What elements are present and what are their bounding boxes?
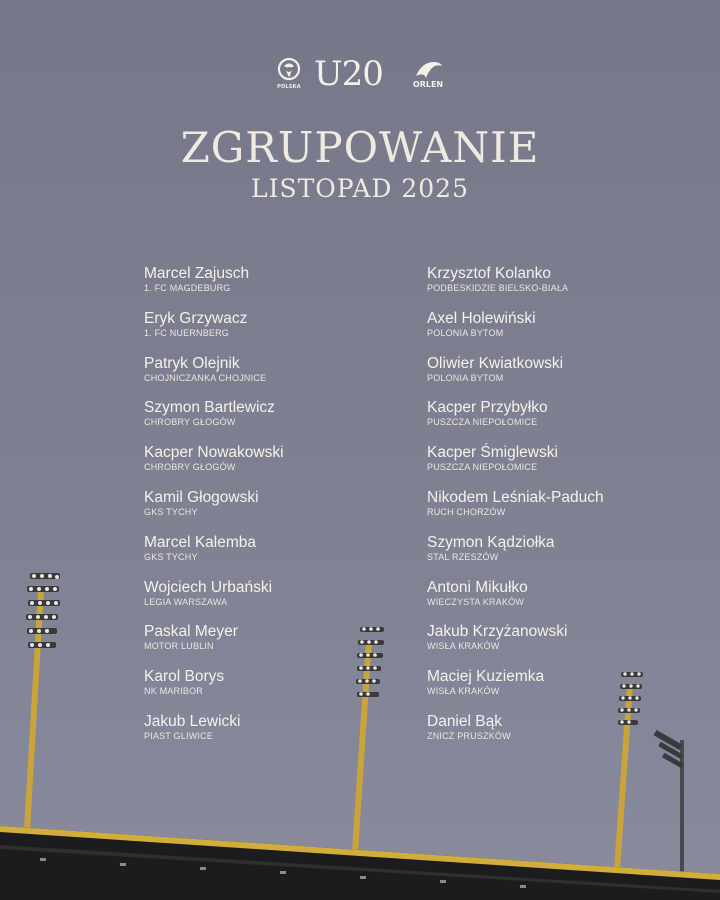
player-club: MOTOR LUBLIN [144, 641, 214, 652]
federation-logo-text: POLSKA [277, 84, 301, 90]
player-club: ZNICZ PRUSZKÓW [427, 730, 511, 741]
player-name: Karol Borys [144, 668, 225, 686]
player-name: Eryk Grzywacz [144, 309, 248, 327]
player-item [144, 533, 444, 578]
player-name: Szymon Kądziołka [427, 533, 555, 551]
player-club: PIAST GLIWICE [144, 730, 213, 741]
player-club: POLONIA BYTOM [427, 372, 504, 383]
player-name: Maciej Kuziemka [427, 668, 545, 686]
player-name: Oliwier Kwiatkowski [427, 354, 564, 372]
player-name: Wojciech Urbański [144, 578, 273, 596]
player-club: 1. FC NUERNBERG [144, 327, 230, 338]
player-item [144, 264, 444, 309]
player-name: Jakub Krzyżanowski [427, 623, 568, 641]
player-item [144, 398, 444, 443]
orlen-eagle-icon [408, 58, 448, 80]
page-title: ZGRUPOWANIE [180, 123, 540, 172]
player-item [144, 578, 444, 623]
floodlight-left [24, 573, 60, 830]
player-club: WISŁA KRAKÓW [427, 686, 500, 697]
sponsor-logo [408, 58, 448, 92]
player-club: PUSZCZA NIEPOŁOMICE [427, 417, 538, 428]
player-name: Krzysztof Kolanko [427, 265, 552, 282]
player-item [144, 443, 444, 488]
player-item [427, 578, 720, 623]
player-club: CHROBRY GŁOGÓW [144, 417, 236, 428]
player-club: GKS TYCHY [144, 506, 198, 517]
eagle-crest-icon [276, 57, 302, 83]
player-item [427, 354, 720, 399]
player-item [427, 398, 720, 443]
player-name: Jakub Lewicki [144, 712, 241, 730]
team-logo: U20 [314, 54, 383, 94]
sponsor-logo-text: ORLEN [412, 80, 444, 89]
player-club: WISŁA KRAKÓW [427, 641, 500, 652]
player-item [427, 667, 720, 712]
player-item [427, 622, 720, 667]
player-name: Antoni Mikułko [427, 578, 528, 596]
player-list-right [427, 264, 720, 757]
player-name: Daniel Bąk [427, 712, 502, 730]
player-club: LEGIA WARSZAWA [144, 596, 228, 607]
player-club: GKS TYCHY [144, 551, 198, 562]
player-item [427, 264, 720, 309]
player-item [144, 712, 444, 757]
player-club: STAL RZESZÓW [427, 551, 499, 562]
player-item [427, 712, 720, 757]
player-name: Kamil Głogowski [144, 488, 259, 506]
player-item [144, 488, 444, 533]
player-item [427, 488, 720, 533]
player-club: 1. FC MAGDEBURG [144, 283, 231, 293]
player-club: CHOJNICZANKA CHOJNICE [144, 372, 267, 383]
player-club: POLONIA BYTOM [427, 327, 504, 338]
player-item [144, 354, 444, 399]
player-club: CHROBRY GŁOGÓW [144, 462, 236, 473]
player-name: Patryk Olejnik [144, 354, 240, 372]
page-subtitle: LISTOPAD 2025 [251, 174, 469, 203]
player-name: Szymon Bartlewicz [144, 399, 275, 417]
player-list-left [144, 264, 444, 757]
player-club: PODBESKIDZIE BIELSKO-BIAŁA [427, 283, 569, 293]
player-item [427, 443, 720, 488]
player-club: PUSZCZA NIEPOŁOMICE [427, 462, 538, 473]
header-logos [0, 54, 720, 98]
player-item [427, 309, 720, 354]
player-club: RUCH CHORZÓW [427, 506, 506, 517]
player-name: Kacper Przybyłko [427, 399, 548, 417]
player-club: NK MARIBOR [144, 686, 204, 697]
player-item [427, 533, 720, 578]
federation-logo [276, 57, 302, 93]
player-name: Kacper Śmiglewski [427, 444, 558, 462]
player-name: Kacper Nowakowski [144, 444, 284, 462]
player-name: Marcel Zajusch [144, 265, 250, 282]
player-name: Nikodem Leśniak-Paduch [427, 488, 604, 506]
player-item [144, 667, 444, 712]
player-club: WIECZYSTA KRAKÓW [427, 596, 525, 607]
stadium-roof [0, 826, 720, 900]
player-item [144, 309, 444, 354]
player-name: Paskal Meyer [144, 623, 238, 641]
player-item [144, 622, 444, 667]
player-name: Marcel Kalemba [144, 533, 256, 551]
player-name: Axel Holewiński [427, 309, 536, 327]
